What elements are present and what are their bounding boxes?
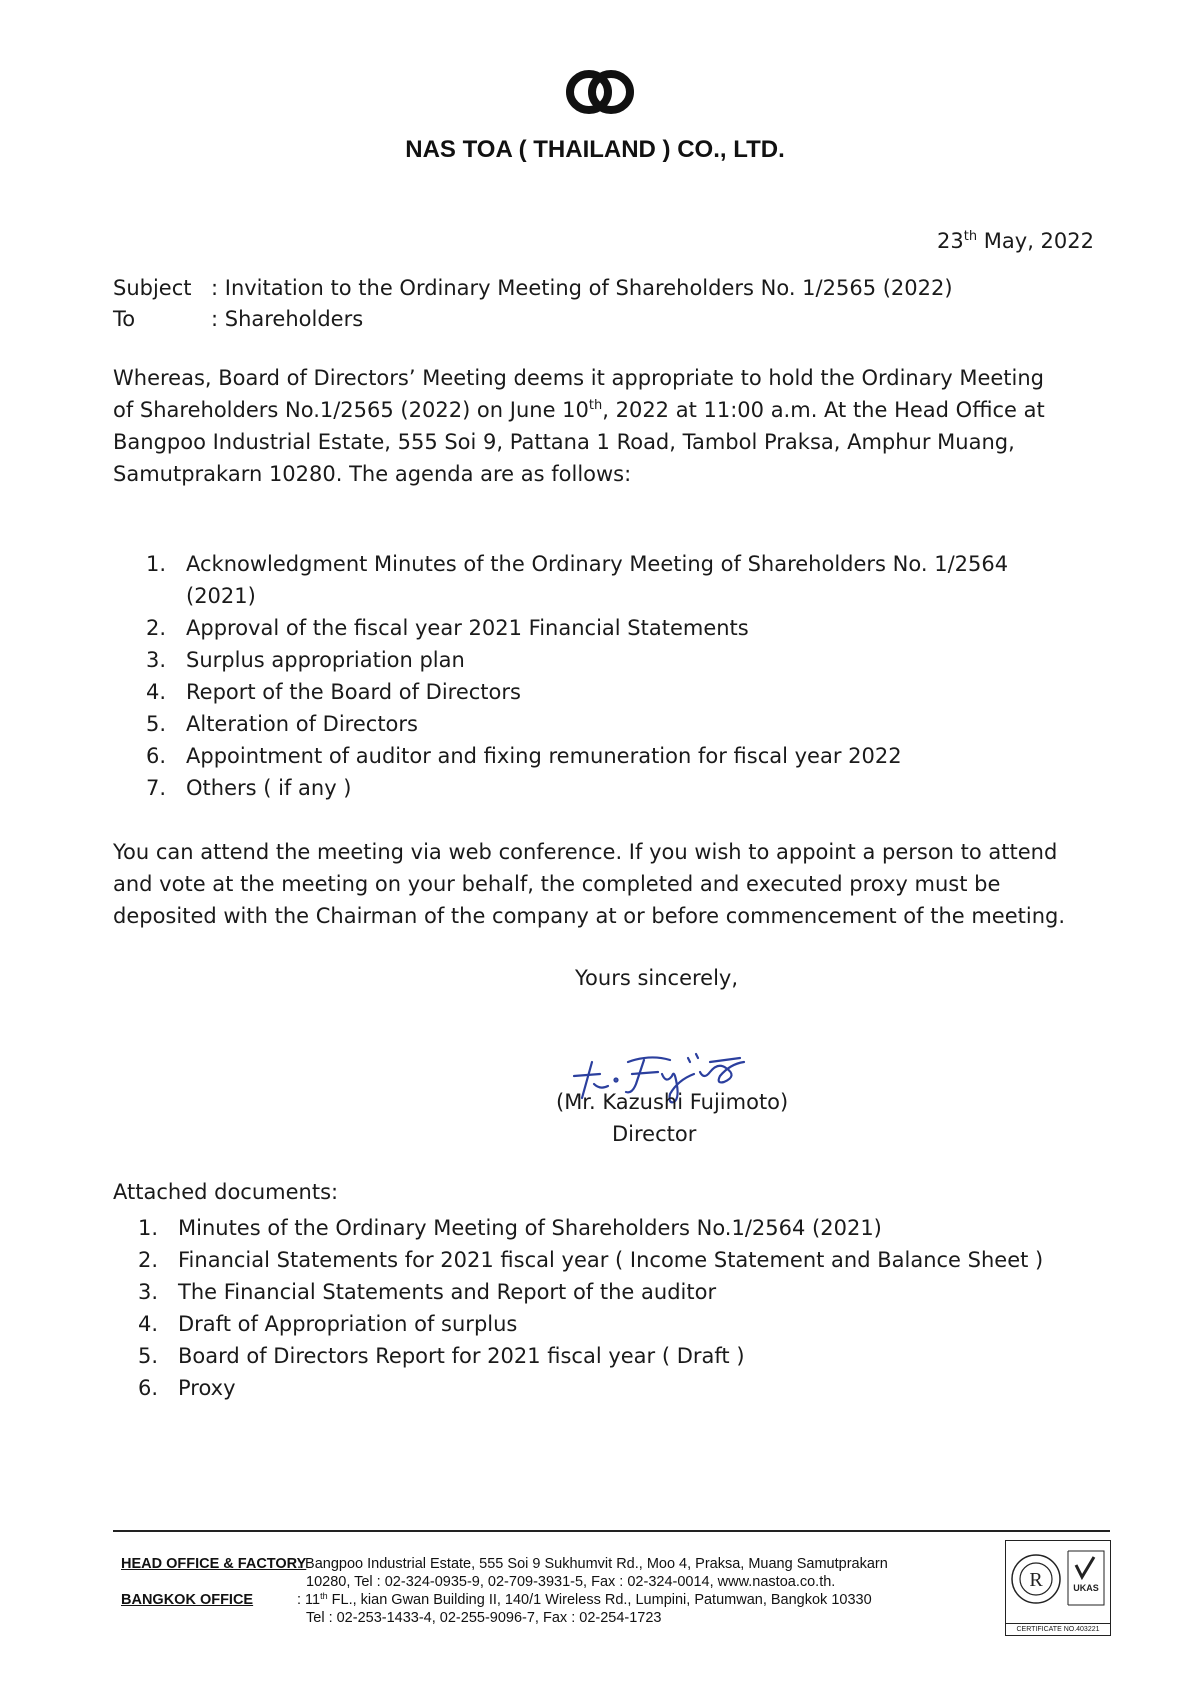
svg-text:R: R	[1029, 1569, 1043, 1591]
agenda-item: 7. Others ( if any )	[146, 776, 352, 800]
signatory-title: Director	[612, 1122, 697, 1146]
agenda-item: 1. Acknowledgment Minutes of the Ordinary Meeting of Shareholders No. 1/2564 (2021)	[146, 552, 1009, 608]
closing-paragraph: You can attend the meeting via web conference. If you wish to appoint a person to attend and vote at the meeting on your behalf, the completed and executed proxy must be deposited with the Chairman of the company at or before commencement of the meeting.	[113, 840, 1066, 928]
head-office-address: : Bangpoo Industrial Estate, 555 Soi 9 Sukhumvit Rd., Moo 4, Praksa, Muang Samutprakarn 10280, Tel : 02-324-0935-9, 02-709-3931-5, Fax : 02-324-0014, www.nastoa.co.th.	[297, 1556, 888, 1590]
attachment-item: 1. Minutes of the Ordinary Meeting of Shareholders No.1/2564 (2021)	[138, 1216, 882, 1240]
company-name: NAS TOA ( THAILAND ) CO., LTD.	[405, 136, 785, 163]
attachments-list	[138, 1212, 1043, 1404]
signatory-name: (Mr. Kazushi Fujimoto)	[556, 1090, 789, 1114]
footer-divider	[113, 1530, 1110, 1532]
subject-line	[113, 276, 953, 300]
iso-seal-icon	[1006, 1541, 1110, 1621]
ukas-label: UKAS	[1073, 1583, 1099, 1593]
agenda-item: 3. Surplus appropriation plan	[146, 648, 465, 672]
attachment-item: 4. Draft of Appropriation of surplus	[138, 1312, 518, 1336]
subject-label: Subject	[113, 276, 192, 300]
attachment-item: 6. Proxy	[138, 1376, 236, 1400]
agenda-list	[146, 548, 1008, 804]
certification-badge	[1005, 1540, 1111, 1636]
agenda-item: 6. Appointment of auditor and fixing remuneration for fiscal year 2022	[146, 744, 902, 768]
sign-off: Yours sincerely,	[575, 966, 739, 990]
to-value: : Shareholders	[211, 307, 364, 331]
to-label: To	[113, 307, 136, 331]
attachment-item: 5. Board of Directors Report for 2021 fiscal year ( Draft )	[138, 1344, 745, 1368]
agenda-item: 2. Approval of the fiscal year 2021 Financial Statements	[146, 616, 749, 640]
attachment-item: 2. Financial Statements for 2021 fiscal year ( Income Statement and Balance Sheet )	[138, 1248, 1044, 1272]
to-line	[113, 307, 363, 331]
bangkok-office-label: BANGKOK OFFICE	[121, 1592, 254, 1608]
certificate-number: CERTIFICATE NO.403221	[1006, 1623, 1110, 1635]
agenda-item: 4. Report of the Board of Directors	[146, 680, 521, 704]
company-logo	[565, 70, 635, 114]
attachments-title: Attached documents:	[113, 1180, 339, 1204]
subject-value: : Invitation to the Ordinary Meeting of Shareholders No. 1/2565 (2022)	[211, 276, 953, 300]
letter-date: 23th May, 2022	[937, 229, 1094, 253]
intro-paragraph: Whereas, Board of Directors’ Meeting deems it appropriate to hold the Ordinary Meeting of Shareholders No.1/2565 (2022) on June 10th, 2022 at 11:00 a.m. At the Head Office at Bangpoo Industrial Estate, 555 Soi 9, Pattana 1 Road, Tambol Praksa, Amphur Muang, Samutprakarn 10280. The agenda are as follows:	[113, 366, 1045, 486]
bangkok-office-address: : 11th FL., kian Gwan Building II, 140/1 Wireless Rd., Lumpini, Patumwan, Bangkok 10330 Tel : 02-253-1433-4, 02-255-9096-7, Fax : 02-254-1723	[297, 1591, 872, 1626]
head-office-label: HEAD OFFICE & FACTORY	[121, 1556, 307, 1572]
agenda-item: 5. Alteration of Directors	[146, 712, 418, 736]
attachment-item: 3. The Financial Statements and Report of the auditor	[138, 1280, 717, 1304]
